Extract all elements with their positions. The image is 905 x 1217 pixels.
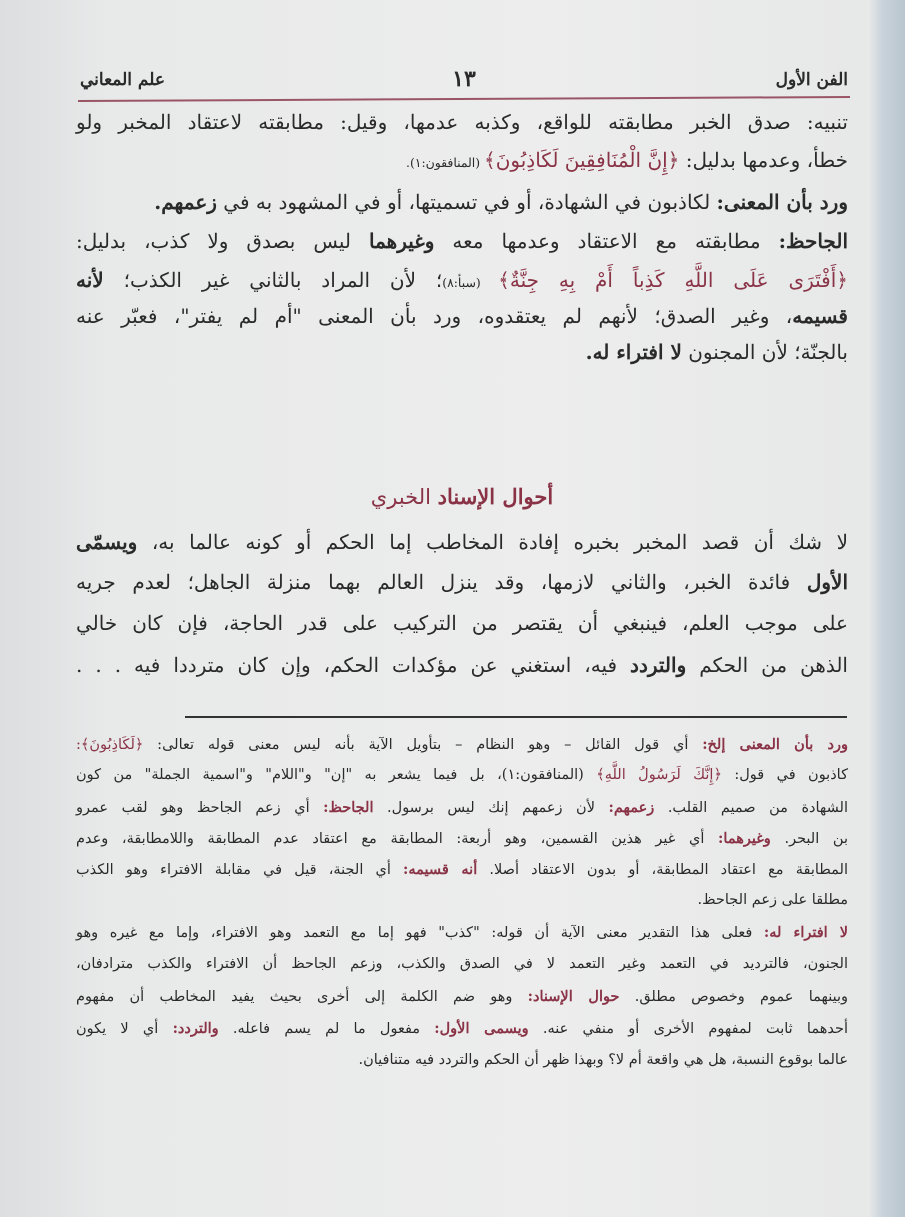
quran-verse: ﴿لَكَاذِبُونَ﴾: (76, 737, 144, 753)
footnote-term: حوال الإسناد: (527, 988, 620, 1005)
page-number: ١٣ (452, 66, 476, 92)
footnote-term: ورد بأن المعنى إلخ: (702, 736, 848, 753)
text: فائدة الخبر، والثاني لازمها، وقد ينزل العالم بهما منزلة الجاهل؛ لعدم جريه (76, 570, 807, 594)
text: بالجنّة؛ لأن المجنون (681, 340, 848, 364)
footnote-term: أنه قسيمه: (403, 861, 478, 878)
header-rule (78, 96, 850, 102)
text: مفعول ما لم يسم فاعله. (218, 1021, 435, 1037)
text: أي زعم الجاحظ وهو لقب عمرو (76, 800, 324, 816)
running-header (80, 66, 848, 96)
text: خطأ، وعدمها بدليل: (679, 148, 848, 172)
text: وبينهما عموم وخصوص مطلق. (619, 989, 848, 1005)
text: أحدهما ثابت لمفهوم الأخرى أو منفي عنه. (528, 1021, 848, 1037)
bold-text: ويسمّى (76, 530, 138, 554)
bold-text: زعمهم. (154, 190, 217, 214)
text-line (76, 611, 848, 635)
text: أي قول القائل – وهو النظام – بتأويل الآية بأنه ليس معنى قوله تعالى: (143, 737, 703, 753)
text: أي غير هذين القسمين، وهو أربعة: المطابقة مع اعتقاد عدم المطابقة واللامطابقة، وعدم (76, 831, 719, 847)
bold-text: قسيمه (792, 304, 848, 328)
citation: (المنافقون:١). (406, 155, 484, 170)
footnote-term: الجاحظ: (323, 799, 374, 816)
text-line (76, 530, 848, 554)
text: ليس بصدق ولا كذب، بدليل: (76, 229, 369, 253)
text: (المنافقون:١)، بل فيما يشعر به "إن" و"اللام" و"اسمية الجملة" من كون (76, 767, 597, 783)
text: الذهن من الحكم (686, 653, 848, 677)
header-book-title: علم المعاني (80, 70, 166, 90)
text-line (76, 830, 848, 847)
text-line (76, 799, 848, 816)
footnote-term: وغيرهما: (718, 830, 771, 847)
text: لكاذبون في الشهادة، أو في تسميتها، أو في المشهود به في (216, 190, 717, 214)
text: تنبيه: صدق الخبر مطابقته للواقع، وكذبه عدمها، وقيل: مطابقته لاعتقاد المخبر ولو (76, 110, 848, 134)
bold-text: لا افتراء له. (585, 340, 682, 364)
bold-text: وغيرهما (368, 229, 435, 253)
text-line (76, 924, 848, 941)
text-line (76, 1052, 848, 1068)
footnote-separator (185, 716, 847, 718)
footnote-term: لا افتراء له: (763, 924, 848, 941)
footnote-term: والتردد: (172, 1020, 219, 1037)
text: ؛ لأن المراد بالثاني غير الكذب؛ (103, 268, 443, 292)
text-line (76, 110, 848, 134)
quran-verse: ﴿إِنَّ الْمُنَافِقِينَ لَكَاذِبُونَ﴾ (484, 148, 680, 172)
text-line (76, 956, 848, 972)
footnote-term: زعمهم: (608, 799, 655, 816)
text-line (76, 767, 848, 783)
citation: (سبأ:٨) (442, 275, 499, 290)
text-line (76, 190, 848, 214)
text-line (76, 268, 848, 292)
footnote-term: ويسمى الأول: (434, 1020, 529, 1037)
text: عالما بوقوع النسبة، هل هي واقعة أم لا؟ وبهذا ظهر أن الحكم والتردد فيه متنافيان. (358, 1052, 848, 1068)
text-line (76, 861, 848, 878)
text-line (76, 1020, 848, 1037)
quran-verse: ﴿إِنَّكَ لَرَسُولُ اللَّهِ﴾ (596, 767, 722, 783)
text: مطابقته مع الاعتقاد وعدمها معه (434, 229, 779, 253)
text-line (76, 148, 848, 172)
text-line (76, 570, 848, 594)
quran-verse: ﴿أَفْتَرَى عَلَى اللَّهِ كَذِباً أَمْ بِهِ جِنَّةٌ﴾ (498, 268, 849, 292)
text: ، وغير الصدق؛ لأنهم لم يعتقدوه، ورد بأن المعنى "أم لم يفتر"، فعبّر عنه (76, 304, 793, 328)
text: لا شك أن قصد المخبر بخبره إفادة المخاطب إما الحكم أو كونه عالما به، (137, 530, 848, 554)
text-line (76, 736, 848, 753)
text: أي لا يكون (76, 1021, 173, 1037)
text: مطلقا على زعم الجاحظ. (697, 892, 848, 908)
text: على موجب العلم، فينبغي أن يقتصر من التركيب على قدر الحاجة، فإن كان خالي (76, 611, 848, 635)
bold-text: والتردد (630, 653, 687, 677)
text: بن البحر. (770, 831, 848, 847)
text-line (76, 340, 848, 364)
text-line (76, 229, 848, 253)
heading-rest: الخبري (370, 485, 438, 509)
text-line (76, 304, 848, 328)
text: فعلى هذا التقدير معنى الآية أن قوله: "كذب" فهو إما مع التعمد وهو الافتراء، وإما مع غيره وهو (76, 925, 764, 941)
text-line (76, 892, 848, 908)
bold-text: لأنه (76, 268, 104, 292)
header-section-title: الفن الأول (775, 70, 848, 90)
text: أي الجنة، قيل في مقابلة الافتراء وهو الكذب (76, 862, 404, 878)
text: المطابقة مع اعتقاد المطابقة، أو بدون الاعتقاد أصلا. (477, 862, 849, 878)
text: كاذبون في قول: (721, 767, 848, 783)
text-line (76, 988, 848, 1005)
text: الشهادة من صميم القلب. (654, 800, 848, 816)
text: وهو ضم الكلمة إلى أخرى بحيث يفيد المخاطب أن مفهوم (76, 989, 528, 1005)
text-line (76, 653, 848, 677)
section-heading (76, 484, 848, 509)
text: الجنون، فالترديد في التعمد وغير التعمد لا في الصدق والكذب، وزعم الجاحظ أن الافتراء والكذب مترادفان، (76, 956, 848, 972)
bold-text: ورد بأن المعنى: (716, 190, 848, 214)
bold-text: الجاحظ: (778, 229, 848, 253)
bold-text: الأول (806, 570, 848, 594)
text: فيه، استغني عن مؤكدات الحكم، وإن كان مترددا فيه . . . (76, 653, 631, 677)
text: لأن زعمهم إنك ليس برسول. (373, 800, 609, 816)
heading-bold: أحوال الإسناد (437, 484, 554, 509)
